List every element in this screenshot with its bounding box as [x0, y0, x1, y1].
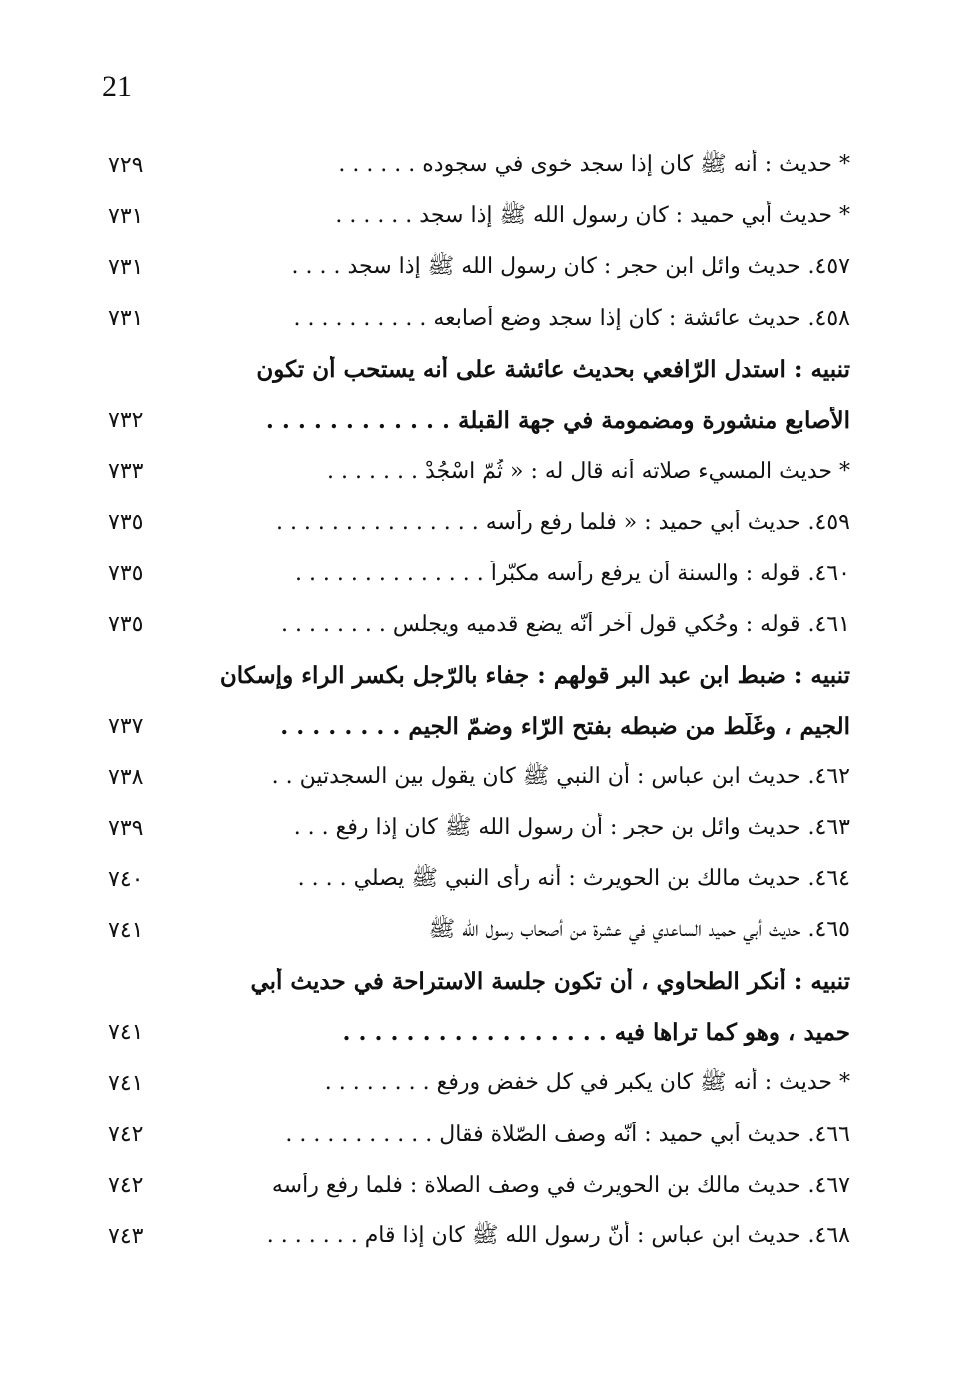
- toc-entry-text: [218, 813, 850, 845]
- toc-entry-title: ٤٥٧. حديث وائل ابن حجر : كان رسول الله ﷺ إذا سجد: [347, 253, 850, 279]
- toc-page-number: ٧٤١: [108, 1020, 144, 1045]
- toc-entry: [108, 497, 850, 548]
- toc-leader-dots: . . . . . . . .: [324, 1069, 437, 1095]
- toc-page-number: ٧٣١: [108, 306, 144, 331]
- toc-leader-dots: . . . . . .: [338, 151, 423, 177]
- toc-leader-dots: . . . . . . . . . . . . . . . . .: [342, 1019, 615, 1046]
- toc-entry-text: [218, 662, 850, 689]
- toc-entry-text: [218, 713, 850, 740]
- toc-page-number: ٧٢٩: [108, 153, 144, 178]
- table-of-contents: [108, 140, 850, 1262]
- toc-entry-text: [218, 915, 850, 947]
- toc-entry: [108, 752, 850, 803]
- toc-leader-dots: . . . . . . . . . . . .: [265, 407, 459, 434]
- toc-leader-dots: . . . . . . .: [327, 459, 425, 484]
- page-number: 21: [102, 70, 132, 103]
- toc-leader-dots: . . . . . . . . . . .: [285, 1122, 440, 1147]
- toc-page-number: ٧٣١: [108, 204, 144, 229]
- toc-entry: [108, 803, 850, 854]
- toc-page-number: ٧٤٢: [108, 1122, 144, 1147]
- toc-entry: [108, 344, 850, 395]
- toc-page-number: ٧٤١: [108, 918, 144, 943]
- toc-entry: [108, 446, 850, 497]
- toc-entry-title: ٤٦٤. حديث مالك بن الحويرث : أنه رأى النبي ﷺ يصلي: [353, 865, 850, 891]
- toc-leader-dots: . . . . . .: [335, 202, 420, 228]
- toc-entry-title: ٤٥٨. حديث عائشة : كان إذا سجد وضع أصابعه: [433, 306, 850, 331]
- toc-page-number: ٧٤١: [108, 1071, 144, 1096]
- toc-entry-title: تنبيه : استدل الرّافعي بحديث عائشة على أنه يستحب أن تكون: [256, 356, 850, 383]
- toc-entry-title: الجيم ، وغَلّط من ضبطه بفتح الرّاء وضمّ الجيم: [408, 713, 850, 740]
- toc-entry: [108, 599, 850, 650]
- toc-leader-dots: . . . . . . . . . . . . . .: [294, 561, 491, 586]
- toc-page-number: ٧٣١: [108, 255, 144, 280]
- toc-entry: [108, 1160, 850, 1211]
- toc-entry-title: حميد ، وهو كما تراها فيه: [614, 1019, 850, 1046]
- toc-entry-title: ٤٦٠. قوله : والسنة أن يرفع رأسه مكبّراً: [490, 561, 850, 586]
- toc-entry-title: ٤٦٧. حديث مالك بن الحويرث في وصف الصلاة : فلما رفع رأسه: [271, 1173, 850, 1198]
- toc-leader-dots: . . . . . . . . . .: [293, 306, 434, 331]
- toc-entry-title: * حديث : أنه ﷺ كان يكبر في كل خفض ورفع: [436, 1069, 850, 1095]
- toc-leader-dots: . . . .: [297, 865, 354, 891]
- toc-entry: [108, 1007, 850, 1058]
- toc-page-number: ٧٣٨: [108, 765, 144, 790]
- toc-entry-text: [218, 510, 850, 535]
- toc-page-number: ٧٣٣: [108, 459, 144, 484]
- toc-entry-title: ٤٥٩. حديث أبي حميد : « فلما رفع رأسه: [485, 510, 850, 535]
- toc-entry-text: [218, 1019, 850, 1046]
- toc-page-number: ٧٤٣: [108, 1224, 144, 1249]
- toc-entry-title: تنبيه : أنكر الطحاوي ، أن تكون جلسة الاستراحة في حديث أبي: [250, 968, 850, 995]
- toc-entry-text: [218, 968, 850, 995]
- toc-entry: [108, 1109, 850, 1160]
- toc-page-number: ٧٣٧: [108, 714, 144, 739]
- toc-entry-text: [218, 356, 850, 383]
- toc-entry: [108, 1211, 850, 1262]
- toc-entry-title: ٤٦٨. حديث ابن عباس : أنّ رسول الله ﷺ كان إذا قام: [364, 1222, 850, 1248]
- toc-entry: [108, 140, 850, 191]
- toc-leader-dots: . . . .: [291, 253, 348, 279]
- toc-entry-text: [218, 252, 850, 284]
- toc-entry-text: [218, 1173, 850, 1198]
- toc-page-number: ٧٣٥: [108, 612, 144, 637]
- toc-entry-title: ٤٦١. قوله : وحُكي قول آخر أنّه يضع قدميه ويجلس: [392, 612, 850, 637]
- toc-entry-title: * حديث أبي حميد : كان رسول الله ﷺ إذا سجد: [419, 202, 850, 228]
- toc-entry-text: [218, 150, 850, 182]
- toc-entry: [108, 293, 850, 344]
- toc-entry-title: * حديث : أنه ﷺ كان إذا سجد خوى في سجوده: [422, 151, 850, 177]
- toc-entry: [108, 548, 850, 599]
- toc-entry: [108, 905, 850, 956]
- toc-entry: [108, 395, 850, 446]
- toc-leader-dots: . . . . . . .: [266, 1222, 365, 1248]
- toc-entry-text: [218, 1068, 850, 1100]
- toc-entry-text: [218, 561, 850, 586]
- toc-page-number: ٧٣٥: [108, 561, 144, 586]
- toc-entry-text: [218, 1221, 850, 1253]
- toc-entry-text: [218, 407, 850, 434]
- toc-entry-text: [218, 306, 850, 331]
- toc-entry-title: تنبيه : ضبط ابن عبد البر قولهم : جفاء بالرّجل بكسر الراء وإسكان: [219, 662, 850, 689]
- toc-page-number: ٧٣٩: [108, 816, 144, 841]
- toc-entry: [108, 242, 850, 293]
- toc-entry: [108, 1058, 850, 1109]
- toc-entry: [108, 956, 850, 1007]
- toc-page-number: ٧٣٢: [108, 408, 144, 433]
- toc-entry-text: [218, 459, 850, 484]
- toc-entry-text: [218, 864, 850, 896]
- toc-entry-title: ٤٦٥. حديث أبي حميد الساعدي في عشرة من أصحاب رسول الله ﷺ: [428, 916, 850, 942]
- toc-page-number: ٧٤٠: [108, 867, 144, 892]
- toc-leader-dots: . . . . . . . .: [280, 713, 409, 740]
- toc-entry-title: ٤٦٢. حديث ابن عباس : أن النبي ﷺ كان يقول بين السجدتين: [299, 763, 850, 789]
- toc-entry-text: [218, 201, 850, 233]
- toc-leader-dots: . . . . . . . .: [281, 612, 393, 637]
- toc-entry: [108, 701, 850, 752]
- toc-leader-dots: . .: [271, 763, 300, 789]
- toc-entry-text: [218, 612, 850, 637]
- toc-page-number: ٧٤٢: [108, 1173, 144, 1198]
- toc-entry-title: ٤٦٦. حديث أبي حميد : أنّه وصف الصّلاة فقال: [439, 1122, 850, 1147]
- toc-page-number: ٧٣٥: [108, 510, 144, 535]
- toc-entry-text: [218, 1122, 850, 1147]
- toc-entry-title: ٤٦٣. حديث وائل بن حجر : أن رسول الله ﷺ كان إذا رفع: [335, 814, 850, 840]
- toc-entry-text: [218, 762, 850, 794]
- toc-entry: [108, 854, 850, 905]
- toc-entry-title: الأصابع منشورة ومضمومة في جهة القبلة: [458, 407, 850, 434]
- toc-leader-dots: . . . . . . . . . . . . . . .: [275, 510, 486, 535]
- toc-leader-dots: . . .: [293, 814, 336, 840]
- toc-entry: [108, 191, 850, 242]
- toc-entry-title: * حديث المسيء صلاته أنه قال له : « ثُمّ اسْجُدْ: [424, 459, 850, 484]
- toc-entry: [108, 650, 850, 701]
